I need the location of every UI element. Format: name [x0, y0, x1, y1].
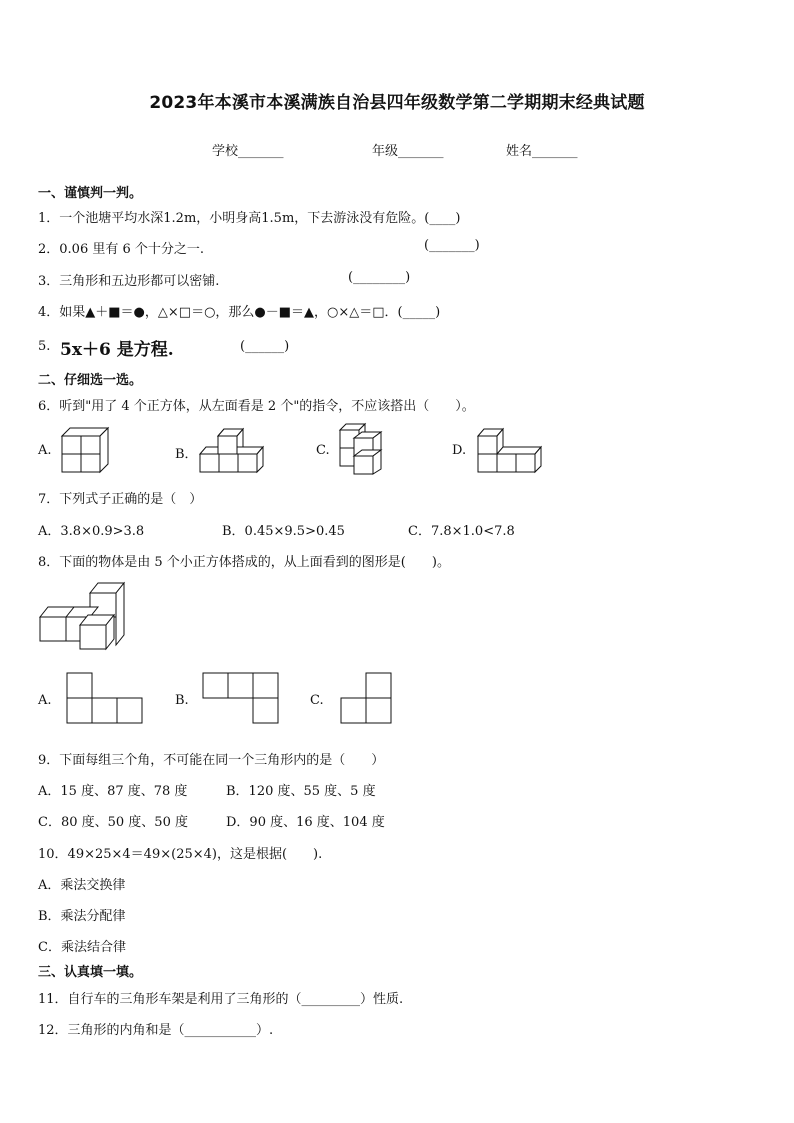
q7-option-c[interactable]: C．7.8×1.0<7.8 [408, 524, 515, 539]
q8-option-c-label[interactable]: C. [310, 693, 324, 708]
q8-option-c-figure [340, 672, 396, 724]
grid-cell [253, 698, 278, 723]
q6-option-a-label[interactable]: A. [38, 443, 52, 458]
q9-option-b[interactable]: B．120 度、55 度、5 度 [226, 784, 376, 799]
cube-side [100, 428, 108, 472]
school-field[interactable]: 学校_______ [212, 144, 284, 159]
question-5-number: 5. [38, 339, 51, 354]
cube-face [62, 454, 81, 472]
q9-option-a[interactable]: A．15 度、87 度、78 度 [38, 784, 188, 799]
cube-face [200, 454, 219, 472]
q8-option-b-figure [202, 672, 282, 724]
q7-option-a[interactable]: A．3.8×0.9>3.8 [38, 524, 145, 539]
q6-option-d-label[interactable]: D. [452, 443, 467, 458]
cube-face [219, 454, 238, 472]
question-4: 4．如果▲＋■＝●，△×□＝○，那么●－■＝▲，○×△＝□．(_____) [38, 305, 441, 320]
question-3: 3．三角形和五边形都可以密铺. [38, 274, 220, 289]
question-11: 11．自行车的三角形车架是利用了三角形的（_________）性质. [38, 992, 404, 1007]
cube-face [478, 436, 497, 454]
grid-cell [117, 698, 142, 723]
q6-option-b-label[interactable]: B． [175, 447, 198, 462]
question-5-blank[interactable]: (______) [240, 339, 290, 354]
q6-option-a-figure [60, 426, 110, 474]
q8-option-a-figure [66, 672, 146, 724]
q6-option-d-figure [476, 426, 546, 474]
section-heading-2: 二、仔细选一选。 [38, 373, 143, 388]
q6-option-c-figure [338, 422, 388, 478]
question-5-expression: 5x＋6 是方程. [60, 340, 174, 360]
q7-option-b[interactable]: B．0.45×9.5>0.45 [222, 524, 345, 539]
cube-face [81, 454, 100, 472]
grid-cell [366, 698, 391, 723]
cube-face [218, 436, 237, 454]
grid-cell [341, 698, 366, 723]
question-1: 1．一个池塘平均水深1.2m，小明身高1.5m，下去游泳没有危险。(____) [38, 211, 461, 226]
question-9: 9．下面每组三个角，不可能在同一个三角形内的是（ ） [38, 753, 385, 768]
cube-face [516, 454, 535, 472]
question-3-blank[interactable]: (________) [348, 270, 411, 285]
cube-face [238, 454, 257, 472]
section-heading-3: 三、认真填一填。 [38, 965, 143, 980]
question-8: 8．下面的物体是由 5 个小正方体搭成的，从上面看到的图形是( )。 [38, 555, 450, 570]
q6-option-b-figure [198, 426, 268, 474]
grid-cell [366, 673, 391, 698]
cube-side [116, 583, 124, 645]
cube-face [40, 617, 66, 641]
cube-face [478, 454, 497, 472]
question-10: 10．49×25×4＝49×(25×4)，这是根据( ). [38, 847, 323, 862]
q9-option-c[interactable]: C．80 度、50 度、50 度 [38, 815, 188, 830]
question-6: 6．听到"用了 4 个正方体，从左面看是 2 个"的指令，不应该搭出（ ）。 [38, 399, 475, 414]
cube-face [62, 436, 81, 454]
section-heading-1: 一、谨慎判一判。 [38, 186, 143, 201]
q8-option-b-label[interactable]: B. [175, 693, 189, 708]
question-2: 2．0.06 里有 6 个十分之一. [38, 242, 205, 257]
q10-option-b[interactable]: B．乘法分配律 [38, 909, 126, 924]
cube-face [497, 454, 516, 472]
cube-face [90, 593, 116, 617]
grid-cell [92, 698, 117, 723]
cube-top [497, 447, 541, 454]
grid-cell [228, 673, 253, 698]
q8-option-a-label[interactable]: A. [38, 693, 52, 708]
grid-cell [67, 698, 92, 723]
q10-option-a[interactable]: A．乘法交换律 [38, 878, 126, 893]
question-2-blank[interactable]: (_______) [424, 238, 480, 253]
q9-option-d[interactable]: D．90 度、16 度、104 度 [226, 815, 385, 830]
page-title: 2023年本溪市本溪满族自治县四年级数学第二学期期末经典试题 [149, 93, 645, 113]
cube-face [80, 625, 106, 649]
grid-cell [67, 673, 92, 698]
grade-field[interactable]: 年级_______ [372, 144, 444, 159]
cube-face [81, 436, 100, 454]
name-field[interactable]: 姓名_______ [506, 144, 578, 159]
q6-option-c-label[interactable]: C. [316, 443, 330, 458]
question-12: 12．三角形的内角和是（___________）. [38, 1023, 274, 1038]
cube-face [354, 456, 373, 474]
grid-cell [203, 673, 228, 698]
q10-option-c[interactable]: C．乘法结合律 [38, 940, 126, 955]
q8-solid-figure [38, 579, 130, 649]
question-7: 7．下列式子正确的是（ ） [38, 492, 203, 507]
grid-cell [253, 673, 278, 698]
